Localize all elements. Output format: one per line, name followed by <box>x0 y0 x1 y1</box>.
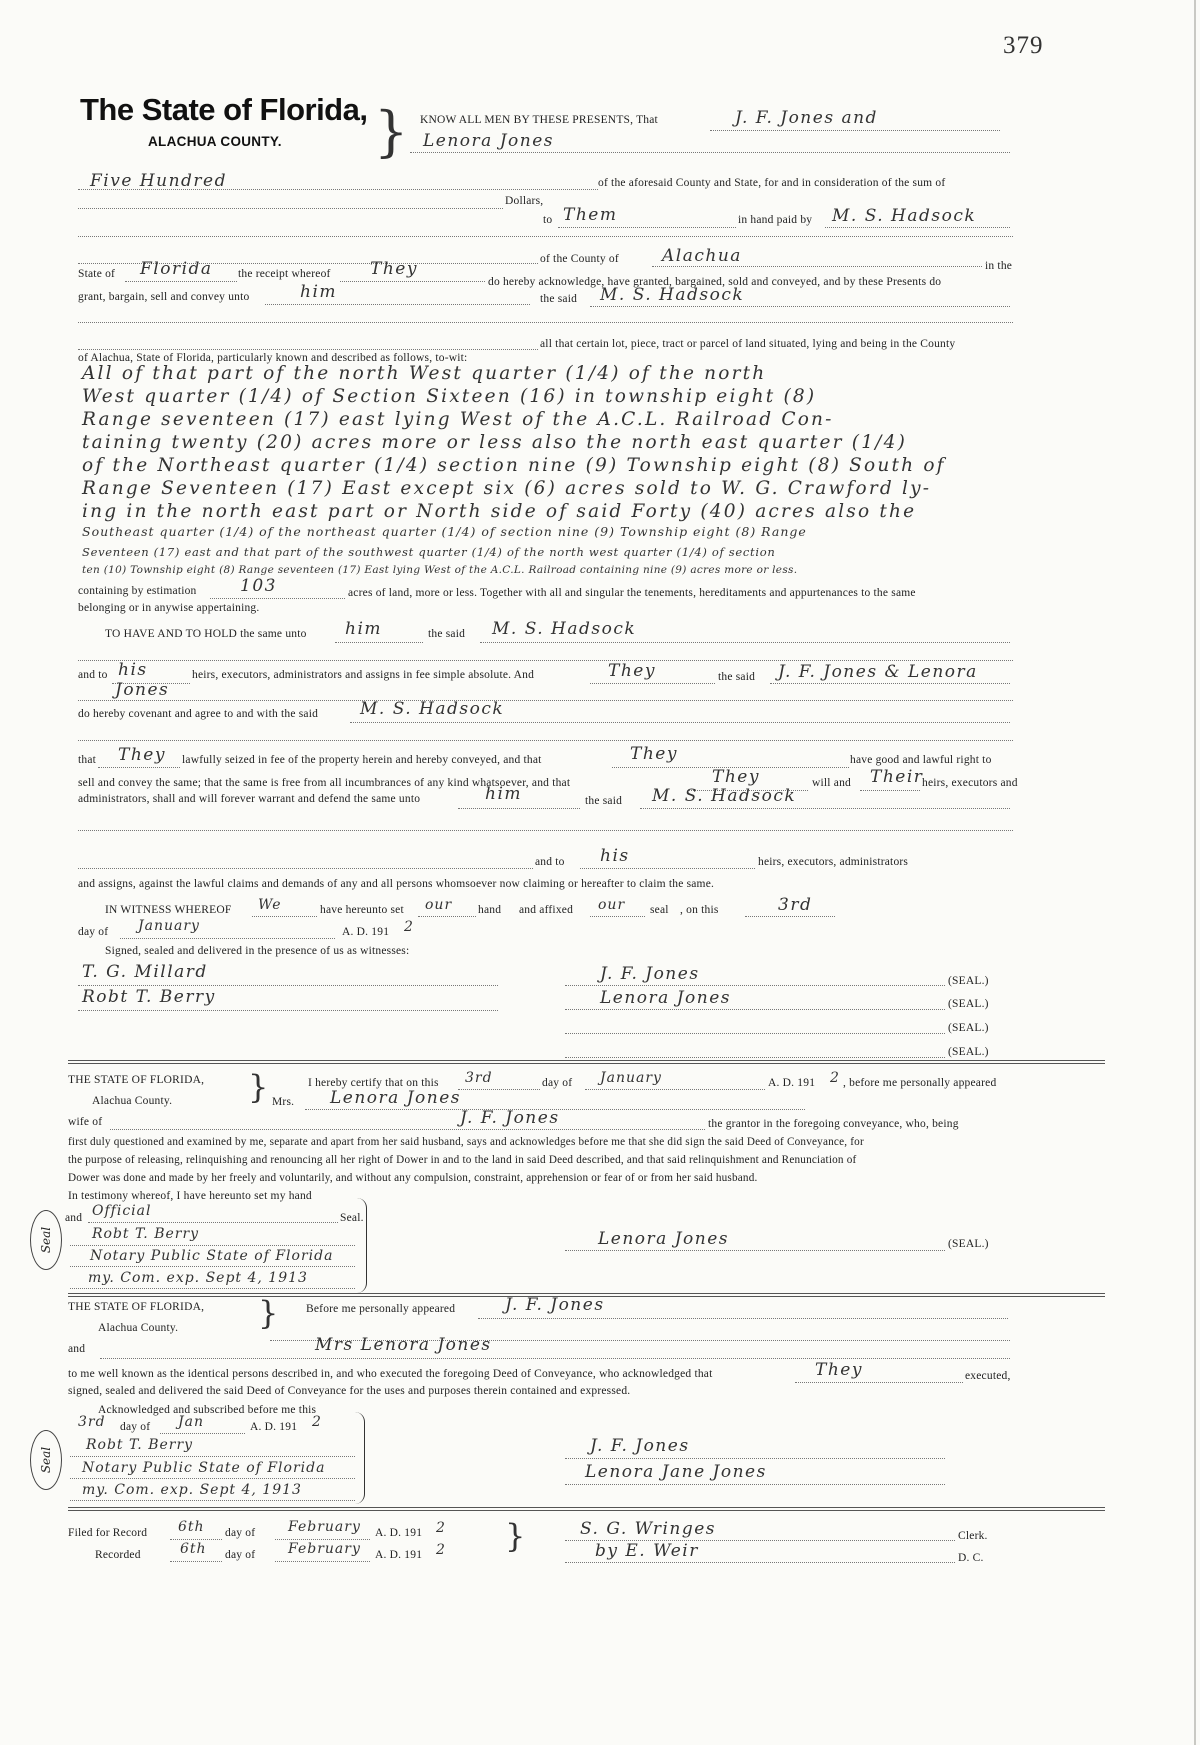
recorded-ad: A. D. 191 <box>375 1549 423 1561</box>
certify-text: I hereby certify that on this <box>308 1077 439 1089</box>
grantee-name: M. S. Hadsock <box>832 206 977 226</box>
that-they-2: They <box>630 744 678 764</box>
said-label-2: the said <box>718 671 756 683</box>
have-good-text: have good and lawful right to <box>850 754 992 766</box>
of-alachua: of Alachua, State of Florida, particularly known and described as follows, to-wit: <box>78 352 468 364</box>
filed-day: 6th <box>178 1519 205 1535</box>
acknowledge-text: do hereby acknowledge, have granted, bargained, sold and conveyed, and by these Presents do <box>488 276 942 288</box>
hand-label: hand <box>478 904 502 916</box>
description-line-7: ing in the north east part or North side of said Forty (40) acres also the <box>82 501 917 522</box>
filed-month: February <box>288 1519 361 1535</box>
ack-county: Alachua County. <box>98 1322 179 1334</box>
grantee-name-2: M. S. Hadsock <box>600 285 745 305</box>
receipt-label: the receipt whereof <box>238 268 331 280</box>
covenant-grantee: M. S. Hadsock <box>360 699 505 719</box>
paid-by-label: in hand paid by <box>738 214 813 226</box>
ack-and: and <box>68 1343 86 1355</box>
know-all-text: KNOW ALL MEN BY THESE PRESENTS, That <box>420 114 658 126</box>
sell-convey-text: sell and convey the same; that the same is free from all incumbrances of any kind whatsoever, and that <box>78 777 571 789</box>
assigns-text: and assigns, against the lawful claims and demands of any and all persons whomsoever now claiming or hereafter to claim the same. <box>78 878 715 890</box>
ack-month: Jan <box>178 1414 204 1430</box>
grant-text: grant, bargain, sell and convey unto <box>78 291 250 303</box>
filing-brace: } <box>505 1517 526 1555</box>
consideration-amount: Five Hundred <box>90 171 227 191</box>
recorded-label: Recorded <box>95 1549 141 1561</box>
header-brace: } <box>374 100 409 163</box>
witness-day: 3rd <box>778 895 813 915</box>
seal-3: (SEAL.) <box>948 1022 989 1034</box>
notary-bracket-1 <box>352 1198 367 1293</box>
dower-brace: } <box>248 1068 269 1106</box>
ack-name-1: J. F. Jones <box>505 1295 605 1315</box>
grantors-again-2: Jones <box>115 680 170 700</box>
ack-day: 3rd <box>78 1414 106 1430</box>
seal-4: (SEAL.) <box>948 1046 989 1058</box>
grantors-line2: Lenora Jones <box>423 131 554 151</box>
affixed-label: and affixed <box>519 904 574 916</box>
mrs-label: Mrs. <box>272 1096 295 1108</box>
belonging-text: belonging or in anywise appertaining. <box>78 602 260 614</box>
grantors-line1: J. F. Jones and <box>735 108 878 128</box>
description-line-6: Range Seventeen (17) East except six (6) acres sold to W. G. Crawford ly- <box>82 478 932 499</box>
dower-para-3: Dower was done and made by her freely and voluntarily, and without any compulsion, constraint, apprehension or fear of or from her said husband. <box>68 1172 758 1184</box>
ack-known-text: to me well known as the identical persons described in, and who executed the foregoing Deed of Conveyance, who acknowledged that <box>68 1368 713 1380</box>
witness-1: T. G. Millard <box>82 962 208 982</box>
section-divider-3 <box>68 1507 1105 1511</box>
witness-our: our <box>425 897 453 913</box>
heirs-text: heirs, executors, administrators and assigns in fee simple absolute. And <box>192 669 535 681</box>
grantors-again: J. F. Jones & Lenora <box>778 662 978 682</box>
page-number: 379 <box>1003 32 1044 59</box>
to-label: to <box>543 214 553 226</box>
ack-year: 2 <box>312 1414 322 1430</box>
wife-of-label: wife of <box>68 1116 103 1128</box>
description-line-9: Seventeen (17) east and that part of the southwest quarter (1/4) of the north west quarter (1/4) of section <box>82 545 776 559</box>
witness-year: 2 <box>404 919 414 935</box>
recorded-year: 2 <box>436 1542 446 1558</box>
ack-notary-name: Robt T. Berry <box>86 1437 194 1453</box>
ack-signature-2: Lenora Jane Jones <box>585 1462 767 1482</box>
his-2: his <box>600 846 630 866</box>
witness-month: January <box>138 918 200 934</box>
acres-value: 103 <box>240 576 277 596</box>
dower-para-1: first duly questioned and examined by me, separate and apart from her said husband, says and acknowledges before me that she did sign the said Deed of Conveyance, for <box>68 1136 864 1148</box>
filed-label: Filed for Record <box>68 1527 148 1539</box>
state-of-label: State of <box>78 268 116 280</box>
seized-text: lawfully seized in fee of the property herein and hereby conveyed, and that <box>182 754 542 766</box>
description-line-5: of the Northeast quarter (1/4) section nine (9) Township eight (8) South of <box>82 455 946 476</box>
ack-notary-title: Notary Public State of Florida <box>82 1460 326 1476</box>
recorded-day: 6th <box>180 1541 207 1557</box>
all-that-certain: all that certain lot, piece, tract or parcel of land situated, lying and being in the County <box>540 338 956 350</box>
dower-month: January <box>600 1070 662 1086</box>
grantee-county: Alachua <box>662 246 742 266</box>
dower-para-2: the purpose of releasing, relinquishing and renouncing all her right of Dower in and to the land in said Deed described, and that said relinquishment and Renunciation of <box>68 1154 857 1166</box>
description-line-8: Southeast quarter (1/4) of the northeast quarter (1/4) of section nine (9) Township eight (8) Range <box>82 524 807 539</box>
ack-signed-text: signed, sealed and delivered the said Deed of Conveyance for the uses and purposes therein contained and expressed. <box>68 1385 631 1397</box>
defend-said-label: the said <box>585 795 623 807</box>
description-line-4: taining twenty (20) acres more or less also the north east quarter (1/4) <box>82 432 908 453</box>
covenant-text: do hereby covenant and agree to and with the said <box>78 708 319 720</box>
clerk-label: Clerk. <box>958 1530 988 1542</box>
have-said-label: the said <box>428 628 466 640</box>
signed-sealed-text: Signed, sealed and delivered in the presence of us as witnesses: <box>105 945 410 957</box>
witness-our-2: our <box>598 897 626 913</box>
witness-2: Robt T. Berry <box>82 987 216 1007</box>
ack-before-me: Before me personally appeared <box>306 1303 456 1315</box>
section-divider-1 <box>68 1060 1105 1064</box>
dower-wife-name: Lenora Jones <box>330 1088 461 1108</box>
grantor-signature-2: Lenora Jones <box>600 988 731 1008</box>
dower-seal-label: (SEAL.) <box>948 1238 989 1250</box>
that-label: that <box>78 754 97 766</box>
day-of-label: day of <box>78 926 109 938</box>
ack-acknowledged: Acknowledged and subscribed before me this <box>98 1404 317 1416</box>
will-and-label: will and <box>812 777 851 789</box>
heirs-exec-admin: heirs, executors, administrators <box>758 856 909 868</box>
grantee-state: Florida <box>140 259 213 279</box>
dower-signature: Lenora Jones <box>598 1229 729 1249</box>
deputy-name: by E. Weir <box>595 1541 699 1561</box>
deputy-label: D. C. <box>958 1552 984 1564</box>
grantor-text: the grantor in the foregoing conveyance, who, being <box>708 1118 959 1130</box>
have-unto: him <box>345 619 383 639</box>
witness-whereof: IN WITNESS WHEREOF <box>105 904 232 916</box>
witness-we: We <box>258 897 282 913</box>
testimony-text: In testimony whereof, I have hereunto set my hand <box>68 1190 312 1202</box>
have-hold-text: TO HAVE AND TO HOLD the same unto <box>105 628 307 640</box>
filed-year: 2 <box>436 1520 446 1536</box>
clerk-name: S. G. Wringes <box>580 1519 717 1539</box>
description-line-3: Range seventeen (17) east lying West of the A.C.L. Railroad Con- <box>82 409 834 430</box>
ack-signature-1: J. F. Jones <box>590 1436 690 1456</box>
estimation-label: containing by estimation <box>78 585 197 597</box>
ack-executed: executed, <box>965 1370 1011 1382</box>
description-line-1: All of that part of the north West quarter (1/4) of the north <box>82 363 767 384</box>
dower-notary-title: Notary Public State of Florida <box>90 1248 334 1264</box>
and-they: They <box>608 661 656 681</box>
will-they: They <box>712 767 760 787</box>
hereunto-set: have hereunto set <box>320 904 404 916</box>
dower-day: 3rd <box>465 1070 493 1086</box>
ack-day-of: day of <box>120 1421 151 1433</box>
their: Their <box>870 767 924 787</box>
dower-notary-commission: my. Com. exp. Sept 4, 1913 <box>88 1270 308 1286</box>
dower-official: Official <box>92 1203 152 1219</box>
seal-2: (SEAL.) <box>948 998 989 1010</box>
recorded-day-of: day of <box>225 1549 256 1561</box>
administrators-text: administrators, shall and will forever warrant and defend the same unto <box>78 793 421 805</box>
ack-state: THE STATE OF FLORIDA, <box>68 1301 205 1313</box>
dower-seal-word: Seal. <box>340 1212 364 1224</box>
ack-seal-stamp: Seal <box>30 1430 62 1490</box>
and-to-label: and to <box>78 669 108 681</box>
before-appeared: , before me personally appeared <box>843 1077 997 1089</box>
defend-unto: him <box>485 784 523 804</box>
dower-and: and <box>65 1212 83 1224</box>
aforesaid-text: of the aforesaid County and State, for and in consideration of the sum of <box>598 177 946 189</box>
dower-state: THE STATE OF FLORIDA, <box>68 1074 205 1086</box>
paid-to: Them <box>563 205 618 225</box>
convey-unto: him <box>300 282 338 302</box>
document-title: The State of Florida, <box>80 92 368 127</box>
ad-label: A. D. 191 <box>342 926 390 938</box>
seal-1: (SEAL.) <box>948 975 989 987</box>
ack-name-2: Mrs Lenora Jones <box>315 1335 492 1355</box>
ack-brace: } <box>258 1294 279 1332</box>
county-of-label: of the County of <box>540 253 619 265</box>
dower-county: Alachua County. <box>92 1095 173 1107</box>
notary-seal-stamp: Seal <box>30 1210 62 1270</box>
dollars-label: Dollars, <box>505 195 544 207</box>
dower-year: 2 <box>830 1070 840 1086</box>
in-the-label: in the <box>985 260 1013 272</box>
receipt-by: They <box>370 259 418 279</box>
the-said-label: the said <box>540 293 578 305</box>
dower-ad: A. D. 191 <box>768 1077 816 1089</box>
county-heading: ALACHUA COUNTY. <box>148 134 282 149</box>
description-line-2: West quarter (1/4) of Section Sixteen (16) in township eight (8) <box>82 386 817 407</box>
that-they: They <box>118 745 166 765</box>
heirs-exec-text: heirs, executors and <box>922 777 1018 789</box>
recorded-month: February <box>288 1541 361 1557</box>
and-to-2: and to <box>535 856 565 868</box>
dower-day-of: day of <box>542 1077 573 1089</box>
filed-day-of: day of <box>225 1527 256 1539</box>
ack-ad: A. D. 191 <box>250 1421 298 1433</box>
ack-they: They <box>815 1360 863 1380</box>
dower-husband: J. F. Jones <box>460 1108 560 1128</box>
ack-notary-commission: my. Com. exp. Sept 4, 1913 <box>82 1482 302 1498</box>
filed-ad: A. D. 191 <box>375 1527 423 1539</box>
seal-label: seal <box>650 904 669 916</box>
page-edge <box>1194 0 1196 1745</box>
description-line-10: ten (10) Township eight (8) Range seventeen (17) East lying West of the A.C.L. Railroad containing nine (9) acres more or less. <box>82 564 798 576</box>
have-grantee: M. S. Hadsock <box>492 619 637 639</box>
defend-grantee: M. S. Hadsock <box>652 786 797 806</box>
grantor-signature-1: J. F. Jones <box>600 964 700 984</box>
dower-notary-name: Robt T. Berry <box>92 1226 200 1242</box>
acres-text: acres of land, more or less. Together with all and singular the tenements, hereditaments and appurtenances to the same <box>348 587 916 599</box>
heirs-of: his <box>118 660 148 680</box>
on-this-label: , on this <box>680 904 719 916</box>
notary-bracket-2 <box>352 1412 365 1504</box>
